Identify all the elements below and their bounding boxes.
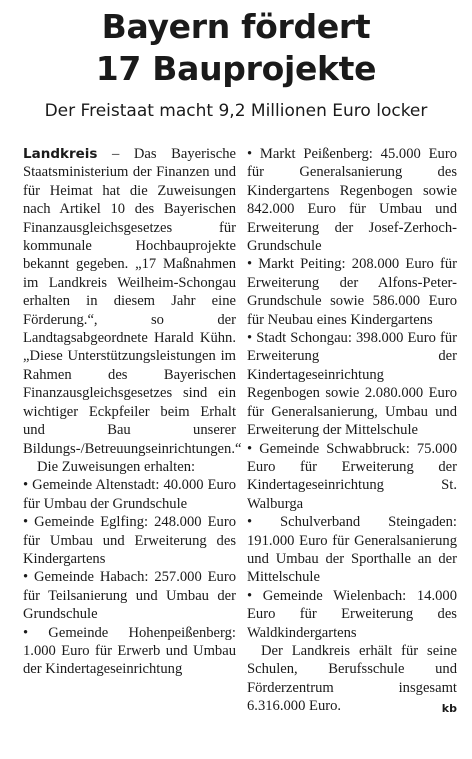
list-item: • Stadt Schongau: 398.000 Euro für Erweiterung der Kindertageseinrichtung Regenbogen sowie 2.080.000 Euro für Generalsanierung, Umbau und Erweiterung der Mittelschule xyxy=(247,330,457,439)
headline-line-1: Bayern fördert xyxy=(101,7,371,46)
list-item: • Schulverband Steingaden: 191.000 Euro für Generalsanierung und Umbau der Sporthalle an der Mittelschule xyxy=(247,514,457,586)
headline xyxy=(0,6,472,90)
closing-text: Der Landkreis erhält für seine Schulen, Berufsschule und Förderzentrum insgesamt 6.316.000 Euro. xyxy=(247,642,457,715)
list-item: • Gemeinde Wielenbach: 14.000 Euro für Erweiterung des Waldkindergartens xyxy=(247,587,457,641)
list-item: • Markt Peißenberg: 45.000 Euro für Generalsanierung des Kindergartens Regenbogen sowie 842.000 Euro für Umbau und Erweiterung der Josef-Zerhoch-Grundschule xyxy=(247,146,457,255)
subheadline: Der Freistaat macht 9,2 Millionen Euro locker xyxy=(44,101,428,121)
list-item: • Gemeinde Habach: 257.000 Euro für Teilsanierung und Umbau der Grundschule xyxy=(23,569,236,623)
author-initials: kb xyxy=(441,702,457,716)
list-item: • Gemeinde Schwabbruck: 75.000 Euro für Erweiterung der Kindertageseinrichtung St. Walburga xyxy=(247,440,457,512)
intro-paragraph xyxy=(23,145,242,458)
article-column-right xyxy=(247,145,457,719)
dateline: Landkreis xyxy=(23,146,98,162)
closing-paragraph xyxy=(247,642,457,716)
list-item: • Gemeinde Altenstadt: 40.000 Euro für Umbau der Grundschule xyxy=(23,477,236,512)
list-intro: Die Zuweisungen erhalten: xyxy=(37,458,196,475)
headline-line-2: 17 Bauprojekte xyxy=(95,49,377,88)
list-item: • Markt Peiting: 208.000 Euro für Erweiterung der Alfons-Peter-Grundschule sowie 586.000 Euro für Neubau eines Kindergartens xyxy=(247,256,457,328)
intro-text: – Das Bayerische Staatsministerium der Finanzen und für Heimat hat die Zuweisungen nach Artikel 10 des Bayerischen Finanzausgleichsgesetzes für kommunale Hochbauprojekte bekannt gegeben. „17 Maßnahmen im Landkreis Weilheim-Schongau erhalten in diesem Jahr eine Förderung.“, so der Landtagsabgeordnete Harald Kühn. „Diese Unterstützungsleistungen im Rahmen des Bayerischen Finanzausgleichsgesetzes sind ein wichtiger Eckpfeiler beim Erhalt und Bau unserer Bildungs-/Betreuungseinrichtungen.“ xyxy=(23,146,242,457)
list-item: • Gemeinde Eglfing: 248.000 Euro für Umbau und Erweiterung des Kindergartens xyxy=(23,514,236,567)
list-item: • Gemeinde Hohenpeißenberg: 1.000 Euro für Erwerb und Umbau der Kindertageseinrichtung xyxy=(23,624,236,678)
article-column-left xyxy=(23,145,242,679)
